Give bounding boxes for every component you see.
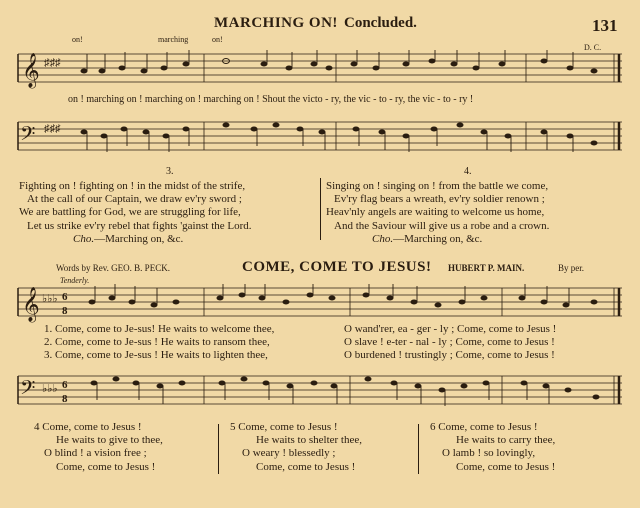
stanza-line: O lamb ! so lovingly, bbox=[442, 447, 536, 460]
stanza-line: He waits to carry thee, bbox=[456, 434, 556, 447]
svg-text:𝄞: 𝄞 bbox=[22, 53, 40, 88]
bottom-treble-staff bbox=[14, 284, 626, 324]
stanza-line: Come, come to Jesus ! bbox=[56, 460, 156, 473]
dc-marking: D. C. bbox=[584, 43, 602, 52]
stanza-4 bbox=[34, 421, 163, 474]
verse4-line: Heav'nly angels are waiting to welcome us home, bbox=[326, 206, 545, 219]
stanza-line: 5 Come, come to Jesus ! bbox=[230, 421, 338, 433]
stanza-line: O blind ! a vision free ; bbox=[44, 447, 147, 460]
verse4-number: 4. bbox=[464, 166, 472, 177]
svg-text:𝄞: 𝄞 bbox=[22, 287, 40, 322]
concluded-label: Concluded. bbox=[344, 15, 417, 31]
stanza-line: 4 Come, come to Jesus ! bbox=[34, 421, 142, 433]
svg-text:♭♭♭: ♭♭♭ bbox=[42, 293, 58, 305]
stanza-6 bbox=[430, 421, 555, 474]
svg-text:8: 8 bbox=[62, 305, 68, 317]
verse-text: Come, come to Je-sus ! He waits to lighten thee, bbox=[55, 349, 268, 362]
svg-text:𝄢: 𝄢 bbox=[20, 122, 36, 150]
stanza-line: Come, come to Jesus ! bbox=[456, 460, 556, 473]
verse-divider bbox=[320, 178, 321, 240]
svg-text:6: 6 bbox=[62, 291, 68, 303]
top-lyric-line: on ! marching on ! marching on ! marching on ! Shout the victo - ry, the vic - to - ry, the vic - to - ry ! bbox=[68, 94, 474, 105]
page-number: 131 bbox=[592, 16, 618, 35]
svg-text:♯♯♯: ♯♯♯ bbox=[44, 57, 61, 69]
tempo-marking: Tenderly. bbox=[60, 276, 90, 285]
verse-text-2: O slave ! e-ter - nal - ly ; Come, come to Jesus ! bbox=[344, 336, 555, 349]
verse3-cho: Cho. bbox=[73, 232, 95, 245]
svg-text:8: 8 bbox=[62, 393, 68, 405]
stanza-line: Come, come to Jesus ! bbox=[256, 460, 356, 473]
song-title-come-to-jesus: COME, COME TO JESUS! bbox=[242, 259, 432, 275]
bottom-verses-right bbox=[344, 323, 556, 363]
cue-on-1: on! bbox=[72, 35, 83, 44]
verse3-line: Fighting on ! fighting on ! in the midst of the strife, bbox=[19, 180, 246, 192]
stanza-line: O weary ! blessedly ; bbox=[242, 447, 336, 460]
verse-text: Come, come to Je-sus! He waits to welcome thee, bbox=[55, 323, 275, 335]
stanza-5 bbox=[230, 421, 362, 474]
verse-number: 3. bbox=[44, 349, 53, 362]
verse-text-2: O wand'rer, ea - ger - ly ; Come, come to Jesus ! bbox=[344, 323, 557, 335]
composer: HUBERT P. MAIN. bbox=[448, 263, 525, 273]
verse4-line: Singing on ! singing on ! from the battle we come, bbox=[326, 180, 549, 192]
svg-text:♭♭♭: ♭♭♭ bbox=[42, 383, 58, 395]
verse3-block bbox=[19, 180, 252, 246]
verse4-cho-rest: —Marching on, &c. bbox=[393, 232, 483, 245]
svg-text:𝄢: 𝄢 bbox=[20, 376, 36, 404]
top-bass-staff bbox=[14, 118, 626, 158]
svg-text:♯♯♯: ♯♯♯ bbox=[44, 123, 61, 135]
stanza-line: He waits to shelter thee, bbox=[256, 434, 362, 447]
stanza-divider-1 bbox=[218, 424, 219, 474]
verse-number: 2. bbox=[44, 336, 53, 349]
svg-text:6: 6 bbox=[62, 379, 68, 391]
cue-on-2: on! bbox=[212, 35, 223, 44]
verse3-number: 3. bbox=[166, 166, 174, 177]
verse4-cho: Cho. bbox=[372, 232, 394, 245]
stanza-line: 6 Come, come to Jesus ! bbox=[430, 421, 538, 433]
song-title-marching-on: MARCHING ON! bbox=[214, 15, 338, 31]
verse-text: Come, come to Je-sus ! He waits to ransom thee, bbox=[55, 336, 270, 349]
verse-text-2: O burdened ! trustingly ; Come, come to Jesus ! bbox=[344, 349, 555, 362]
bottom-bass-staff bbox=[14, 372, 626, 412]
verse4-line: And the Saviour will give us a robe and a crown. bbox=[334, 219, 550, 232]
words-by: Words by Rev. GEO. B. PECK. bbox=[56, 263, 170, 273]
verse4-block bbox=[326, 180, 549, 246]
verse3-line: We are battling for God, we are struggling for life, bbox=[19, 206, 241, 219]
by-permission: By per. bbox=[558, 263, 584, 273]
cue-marching: marching bbox=[158, 35, 189, 44]
verse3-cho-rest: —Marching on, &c. bbox=[94, 232, 184, 245]
verse3-line: Let us strike ev'ry rebel that fights 'gainst the Lord. bbox=[27, 219, 252, 232]
verse3-line: At the call of our Captain, we draw ev'ry sword ; bbox=[27, 193, 242, 206]
stanza-divider-2 bbox=[418, 424, 419, 474]
bottom-verses-left bbox=[44, 323, 274, 363]
stanza-line: He waits to give to thee, bbox=[56, 434, 163, 447]
verse4-line: Ev'ry flag bears a wreath, ev'ry soldier renown ; bbox=[334, 193, 545, 206]
top-treble-staff bbox=[14, 50, 626, 90]
verse-number: 1. bbox=[44, 323, 53, 335]
